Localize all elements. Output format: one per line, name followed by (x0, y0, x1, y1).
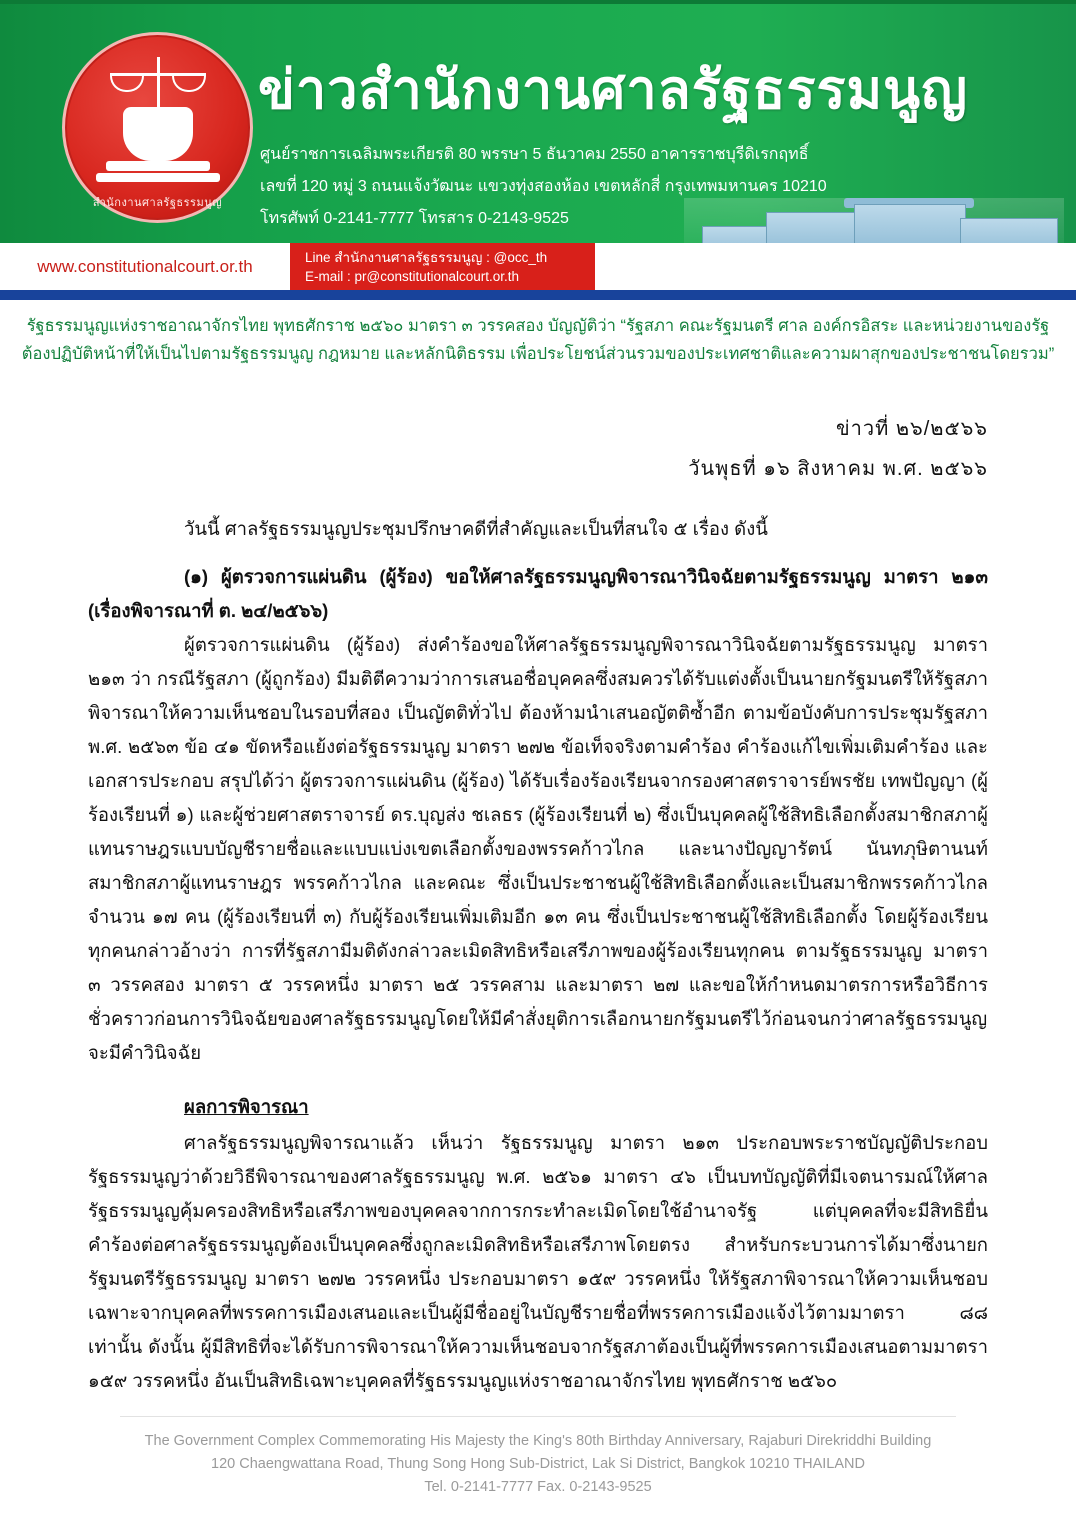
seal-ring-text (65, 35, 250, 220)
result-heading: ผลการพิจารณา (184, 1096, 309, 1117)
page-title: ข่าวสำนักงานศาลรัฐธรรมนูญ (258, 60, 969, 120)
footer-line-2: 120 Chaengwattana Road, Thung Song Hong Sub-District, Lak Si District, Bangkok 10210 THAILAND (211, 1456, 865, 1472)
quote-line-1: รัฐธรรมนูญแห่งราชอาณาจักรไทย พุทธศักราช ๒๕๖๐ มาตรา ๓ วรรคสอง บัญญัติว่า “รัฐสภา คณะรัฐมนตรี ศาล องค์กรอิสระ และหน่วยงานของรัฐ (26, 317, 1050, 335)
header-address-line-1: ศูนย์ราชการเฉลิมพระเกียรติ 80 พรรษา 5 ธันวาคม 2550 อาคารราชบุรีดิเรกฤทธิ์ (260, 146, 809, 163)
footer-divider (120, 1416, 956, 1417)
result-body: ศาลรัฐธรรมนูญพิจารณาแล้ว เห็นว่า รัฐธรรมนูญ มาตรา ๒๑๓ ประกอบพระราชบัญญัติประกอบรัฐธรรมนูญว่าด้วยวิธีพิจารณาของศาลรัฐธรรมนูญ พ.ศ. ๒๕๖๑ มาตรา ๔๖ เป็นบทบัญญัติที่มีเจตนารมณ์ให้ศาลรัฐธรรมนูญคุ้มครองสิทธิหรือเสรีภาพของบุคคลจากการกระทำละเมิดโดยใช้อำนาจรัฐ แต่บุคคลที่จะมีสิทธิยื่นคำร้องต่อศาลรัฐธรรมนูญต้องเป็นบุคคลซึ่งถูกละเมิดสิทธิหรือเสรีภาพโดยตรง สำหรับกระบวนการได้มาซึ่งนายกรัฐมนตรีรัฐธรรมนูญ มาตรา ๒๗๒ วรรคหนึ่ง ประกอบมาตรา ๑๕๙ วรรคหนึ่ง ให้รัฐสภาพิจารณาให้ความเห็นชอบเฉพาะจากบุคคลที่พรรคการเมืองเสนอและเป็นผู้มีชื่ออยู่ในบัญชีรายชื่อที่พรรคการเมืองแจ้งไว้ตามมาตรา ๘๘ เท่านั้น ดังนั้น ผู้มีสิทธิที่จะได้รับการพิจารณาให้ความเห็นชอบจากรัฐสภาต้องเป็นผู้ที่พรรคการเมืองเสนอตามมาตรา ๑๕๙ วรรคหนึ่ง อันเป็นสิทธิเฉพาะบุคคลที่รัฐธรรมนูญแห่งราชอาณาจักรไทย พุทธศักราช ๒๕๖๐ (88, 1132, 988, 1391)
constitutional-court-seal-icon (62, 32, 253, 223)
quote-line-2: ต้องปฏิบัติหน้าที่ให้เป็นไปตามรัฐธรรมนูญ กฎหมาย และหลักนิติธรรม เพื่อประโยชน์ส่วนรวมของประเทศชาติและความผาสุกของประชาชนโดยรวม” (21, 345, 1055, 363)
email-text[interactable]: E-mail : pr@constitutionalcourt.or.th (305, 269, 520, 284)
header-blue-rule (0, 290, 1076, 300)
header-top-stripe (0, 0, 1076, 4)
header-contact-lines (305, 248, 547, 286)
page-header (0, 0, 1076, 300)
seal-ring-label: สำนักงานศาลรัฐธรรมนูญ (92, 197, 223, 209)
news-number: ข่าวที่ ๒๖/๒๕๖๖ (835, 418, 988, 440)
header-contact-bar (0, 243, 1076, 290)
footer-line-3: Tel. 0-2141-7777 Fax. 0-2143-9525 (424, 1479, 652, 1495)
page-footer (0, 1430, 1076, 1499)
item-1-body: ผู้ตรวจการแผ่นดิน (ผู้ร้อง) ส่งคำร้องขอให้ศาลรัฐธรรมนูญพิจารณาวินิจฉัยตามรัฐธรรมนูญ มาตรา ๒๑๓ ว่า กรณีรัฐสภา (ผู้ถูกร้อง) มีมติตีความว่าการเสนอชื่อบุคคลซึ่งสมควรได้รับแต่งตั้งเป็นนายกรัฐมนตรีให้รัฐสภาพิจารณาให้ความเห็นชอบในรอบที่สอง เป็นญัตติทั่วไป ต้องห้ามนำเสนอญัตติซ้ำอีก ตามข้อบังคับการประชุมรัฐสภา พ.ศ. ๒๕๖๓ ข้อ ๔๑ ขัดหรือแย้งต่อรัฐธรรมนูญ มาตรา ๒๗๒ ข้อเท็จจริงตามคำร้อง คำร้องแก้ไขเพิ่มเติมคำร้อง และเอกสารประกอบ สรุปได้ว่า ผู้ตรวจการแผ่นดิน (ผู้ร้อง) ได้รับเรื่องร้องเรียนจากรองศาสตราจารย์พรชัย เทพปัญญา (ผู้ร้องเรียนที่ ๑) และผู้ช่วยศาสตราจารย์ ดร.บุญส่ง ชเลธร (ผู้ร้องเรียนที่ ๒) ซึ่งเป็นบุคคลผู้ใช้สิทธิเลือกตั้งสมาชิกสภาผู้แทนราษฎรแบบบัญชีรายชื่อและแบบแบ่งเขตเลือกตั้งของพรรคก้าวไกล และนางปัญญารัตน์ นันทภุษิตานนท์ สมาชิกสภาผู้แทนราษฎร พรรคก้าวไกล และคณะ ซึ่งเป็นประชาชนผู้ใช้สิทธิเลือกตั้งและเป็นสมาชิกพรรคก้าวไกล จำนวน ๑๗ คน (ผู้ร้องเรียนที่ ๓) กับผู้ร้องเรียนเพิ่มเติมอีก ๑๓ คน ซึ่งเป็นประชาชนผู้ใช้สิทธิเลือกตั้ง โดยผู้ร้องเรียนทุกคนกล่าวอ้างว่า การที่รัฐสภามีมติดังกล่าวละเมิดสิทธิหรือเสรีภาพของผู้ร้องเรียนทุกคน ตามรัฐธรรมนูญ มาตรา ๓ วรรคสอง มาตรา ๕ วรรคหนึ่ง มาตรา ๒๕ วรรคสาม และมาตรา ๒๗ และขอให้กำหนดมาตรการหรือวิธีการชั่วคราวก่อนการวินิจฉัยของศาลรัฐธรรมนูญโดยให้มีคำสั่งยุติการเลือกนายกรัฐมนตรีไว้ก่อนจนกว่าศาลรัฐธรรมนูญจะมีคำวินิจฉัย (88, 634, 988, 1063)
document-body (88, 412, 988, 1398)
constitution-quote (0, 312, 1076, 368)
header-phone-line: โทรศัพท์ 0-2141-7777 โทรสาร 0-2143-9525 (260, 210, 569, 227)
website-link[interactable]: www.constitutionalcourt.or.th (0, 243, 290, 290)
header-contact-bar-spacer (595, 243, 1076, 290)
intro-paragraph: วันนี้ ศาลรัฐธรรมนูญประชุมปรึกษาคดีที่สำคัญและเป็นที่สนใจ ๕ เรื่อง ดังนี้ (184, 518, 768, 539)
header-address-line-2: เลขที่ 120 หมู่ 3 ถนนแจ้งวัฒนะ แขวงทุ่งสองห้อง เขตหลักสี่ กรุงเทพมหานคร 10210 (260, 178, 827, 195)
item-1-title: (๑) ผู้ตรวจการแผ่นดิน (ผู้ร้อง) ขอให้ศาลรัฐธรรมนูญพิจารณาวินิจฉัยตามรัฐธรรมนูญ มาตรา ๒๑๓ (เรื่องพิจารณาที่ ต. ๒๔/๒๕๖๖) (88, 566, 988, 621)
footer-line-1: The Government Complex Commemorating His Majesty the King's 80th Birthday Anniversary, Rajaburi Direkriddhi Building (144, 1433, 932, 1449)
news-date: วันพุธที่ ๑๖ สิงหาคม พ.ศ. ๒๕๖๖ (688, 458, 988, 480)
line-id-text: Line สำนักงานศาลรัฐธรรมนูญ : @occ_th (305, 250, 548, 265)
